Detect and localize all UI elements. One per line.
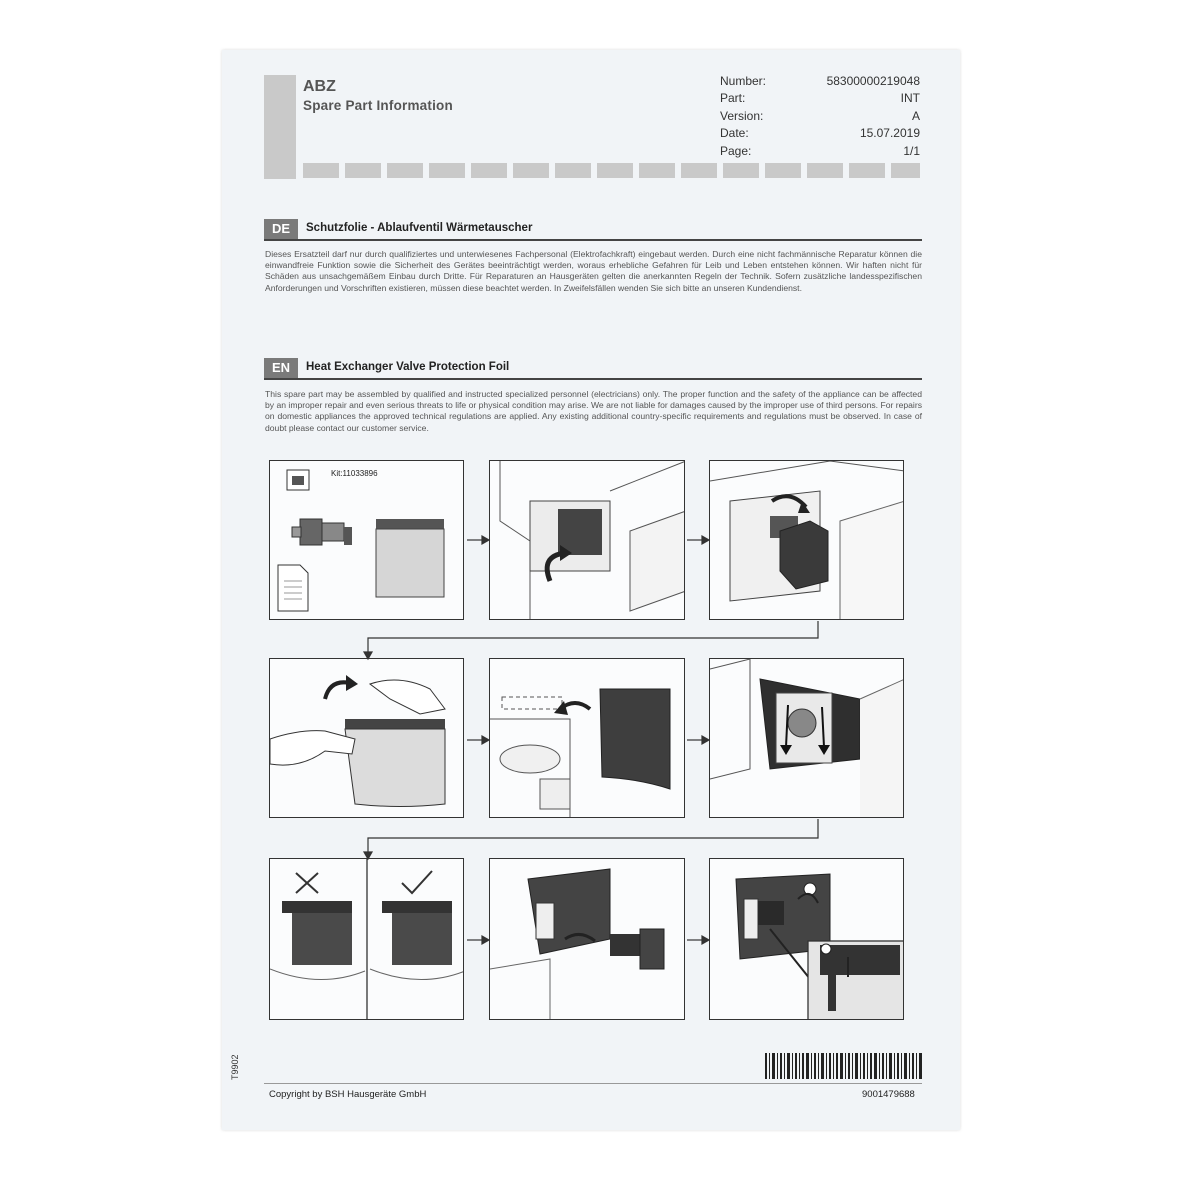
side-code: T9902 xyxy=(230,1054,240,1080)
kit-number-label: Kit:11033896 xyxy=(331,469,378,478)
section-en-title: Heat Exchanger Valve Protection Foil xyxy=(306,361,510,373)
section-de-tag: DE xyxy=(264,219,298,239)
section-en-text: This spare part may be assembled by qualified and instructed specialized personnel (electricians) only. The proper function and the safety of the appliance can be affected by an improper repair and even serious threats to life or physical condition may arise. We are not liable for damages caused by the improper use of third persons. For repairs on domestic appliances the approved technical regulations are applied. Any existing additional country-specific requirements and regulations must be observed. In case of doubt please contact our customer service. xyxy=(265,389,922,433)
meta-part-label: Part: xyxy=(720,91,746,105)
barcode-number: 9001479688 xyxy=(862,1089,915,1100)
section-en-tag: EN xyxy=(264,358,298,378)
meta-page-value: 1/1 xyxy=(903,144,920,158)
copyright-text: Copyright by BSH Hausgeräte GmbH xyxy=(269,1089,427,1100)
meta-date-label: Date: xyxy=(720,126,749,140)
section-de-text: Dieses Ersatzteil darf nur durch qualifiziertes und unterwiesenes Fachpersonal (Elektrofachkraft) eingebaut werden. Durch eine nicht fachmännische Reparatur können die einwandfreie Funktion sowie die Sicherheit des Gerätes beeinträchtigt werden, woraus erhebliche Gefahren für Leib und Leben entstehen können. Wir haften nicht für Schäden aus unsachgemäßem Einbau durch Dritte. Für Reparaturen an Hausgeräten gelten die anerkannten Regeln der Technik. Sofern zusätzliche landesspezifischen Anforderungen und Vorschriften existieren, müssen diese beachtet werden. In Zweifelsfällen wenden Sie sich bitte an unseren Kundendienst. xyxy=(265,249,922,293)
section-de-title: Schutzfolie - Ablaufventil Wärmetauscher xyxy=(306,222,533,234)
meta-number-value: 58300000219048 xyxy=(826,74,920,88)
meta-number-label: Number: xyxy=(720,74,767,88)
document-subtitle: Spare Part Information xyxy=(303,98,453,113)
meta-page-label: Page: xyxy=(720,144,752,158)
meta-date-value: 15.07.2019 xyxy=(859,126,920,140)
brand-logo: ABZ xyxy=(303,78,336,95)
meta-part-value: INT xyxy=(900,91,920,105)
meta-version-label: Version: xyxy=(720,109,764,123)
meta-version-value: A xyxy=(911,109,920,123)
